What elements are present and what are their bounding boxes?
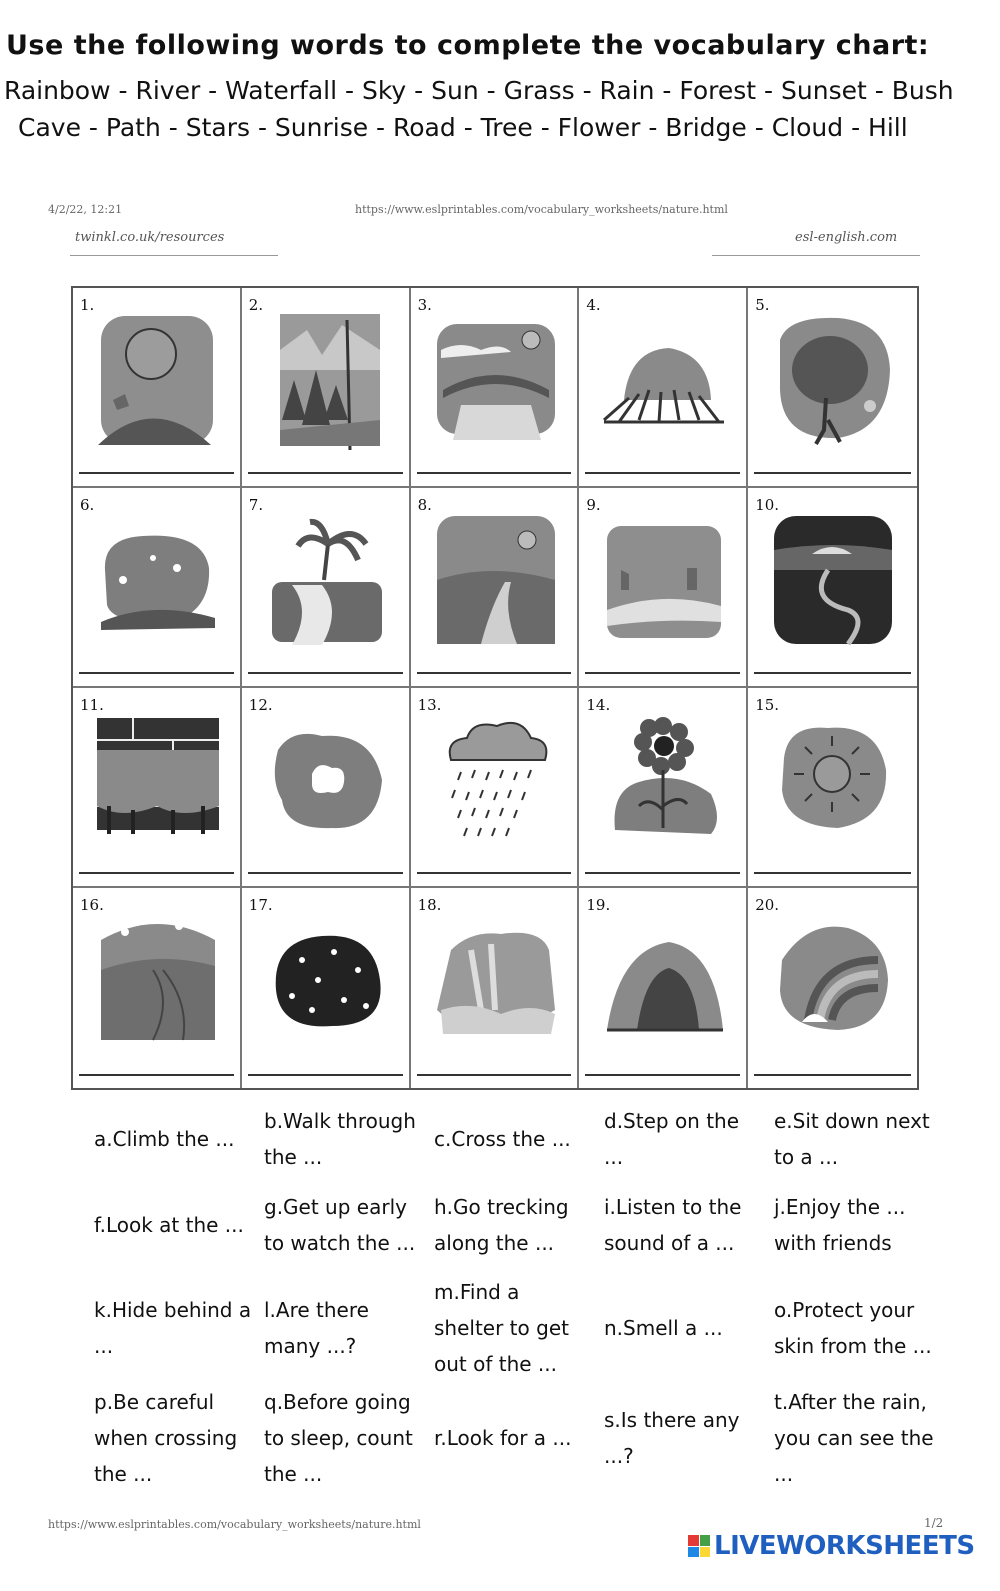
sheet-left-mark: twinkl.co.uk/resources [75, 230, 225, 245]
phrase-q: q.Before going to sleep, count the ... [264, 1390, 413, 1486]
stars-icon [262, 910, 392, 1050]
chart-cell-16 [73, 888, 242, 1088]
cell-number: 6. [80, 496, 95, 514]
phrase-b: b.Walk through the ... [264, 1109, 416, 1169]
cell-number: 14. [586, 696, 611, 714]
cell-number: 9. [586, 496, 601, 514]
phrase-n: n.Smell a ... [604, 1315, 723, 1340]
cell-number: 20. [755, 896, 780, 914]
answer-line[interactable] [79, 672, 234, 674]
rainbow-icon [768, 910, 898, 1050]
word-bank-line-2: Cave - Path - Stars - Sunrise - Road - Tree - Flower - Bridge - Cloud - Hill [18, 113, 908, 142]
cave-icon [599, 910, 729, 1050]
answer-line[interactable] [248, 1074, 403, 1076]
phrase-t: t.After the rain, you can see the ... [774, 1390, 934, 1486]
page-number: 1/2 [924, 1516, 944, 1530]
answer-line[interactable] [248, 672, 403, 674]
answer-line[interactable] [417, 672, 572, 674]
liveworksheets-logo [688, 1531, 975, 1561]
phrase-f: f.Look at the ... [94, 1213, 244, 1237]
grid-logo-icon [688, 1535, 710, 1557]
sunset-icon [768, 510, 898, 650]
answer-line[interactable] [417, 872, 572, 874]
phrase-k: k.Hide behind a ... [94, 1297, 252, 1358]
answer-line[interactable] [585, 472, 740, 474]
header-rule-left [70, 255, 278, 256]
cell-number: 4. [586, 296, 601, 314]
sky-icon [262, 710, 392, 850]
answer-line[interactable] [585, 1074, 740, 1076]
phrase-l: l.Are there many ...? [264, 1297, 369, 1358]
answer-line[interactable] [79, 1074, 234, 1076]
chart-cell-6 [73, 488, 242, 688]
answer-line[interactable] [248, 472, 403, 474]
chart-cell-18 [411, 888, 580, 1088]
chart-cell-4 [579, 288, 748, 488]
sun-icon [768, 710, 898, 850]
phrase-g: g.Get up early to watch the ... [264, 1195, 416, 1255]
instruction-text: Use the following words to complete the vocabulary chart: [6, 30, 930, 61]
answer-line[interactable] [754, 672, 911, 674]
chart-cell-3 [411, 288, 580, 488]
phrase-o: o.Protect your skin from the ... [774, 1297, 932, 1358]
phrase-r: r.Look for a ... [434, 1426, 572, 1450]
answer-line[interactable] [585, 872, 740, 874]
flower-icon [599, 710, 729, 850]
phrase-e: e.Sit down next to a ... [774, 1109, 930, 1169]
cell-number: 5. [755, 296, 770, 314]
answer-line[interactable] [754, 472, 911, 474]
chart-cell-1 [73, 288, 242, 488]
header-rule-right [712, 255, 920, 256]
cell-number: 8. [417, 496, 432, 514]
chart-cell-2 [242, 288, 411, 488]
phrase-j: j.Enjoy the ... with friends [774, 1195, 906, 1255]
footer-url: https://www.eslprintables.com/vocabulary_worksheets/nature.html [48, 1518, 421, 1531]
forest-icon [262, 310, 392, 450]
sheet-url: https://www.eslprintables.com/vocabulary_worksheets/nature.html [355, 203, 728, 216]
word-bank-line-1: Rainbow - River - Waterfall - Sky - Sun - Grass - Rain - Forest - Sunset - Bush [4, 76, 954, 105]
answer-line[interactable] [79, 872, 234, 874]
sunrise-icon [93, 910, 223, 1050]
bridge-icon [431, 310, 561, 450]
tree-icon [768, 310, 898, 450]
phrase-p: p.Be careful when crossing the ... [94, 1390, 238, 1486]
answer-line[interactable] [248, 872, 403, 874]
cell-number: 1. [80, 296, 95, 314]
grass-icon [599, 310, 729, 450]
answer-line[interactable] [754, 1074, 911, 1076]
phrase-c: c.Cross the ... [434, 1127, 571, 1151]
cell-number: 15. [755, 696, 780, 714]
cell-number: 2. [248, 296, 264, 314]
cell-number: 10. [755, 496, 780, 514]
chart-cell-8 [411, 488, 580, 688]
cell-number: 19. [586, 896, 611, 914]
chart-cell-13 [411, 688, 580, 888]
chart-cell-19 [579, 888, 748, 1088]
path-icon [599, 510, 729, 650]
phrase-i: i.Listen to the sound of a ... [604, 1195, 742, 1255]
sheet-right-mark: esl-english.com [795, 230, 898, 245]
chart-cell-10 [748, 488, 917, 688]
cell-number: 18. [417, 896, 442, 914]
cell-number: 11. [80, 696, 104, 714]
phrase-h: h.Go trecking along the ... [434, 1195, 569, 1255]
cell-number: 3. [417, 296, 432, 314]
chart-cell-14 [579, 688, 748, 888]
waterfall-icon [93, 710, 223, 850]
sheet-date: 4/2/22, 12:21 [48, 203, 123, 216]
waterfall-rocks-icon [431, 910, 561, 1050]
brand-name: LIVEWORKSHEETS [714, 1531, 975, 1561]
rain-icon [431, 710, 561, 850]
chart-cell-7 [242, 488, 411, 688]
chart-cell-12 [242, 688, 411, 888]
cell-number: 17. [248, 896, 273, 914]
river-icon [262, 510, 392, 650]
answer-line[interactable] [417, 1074, 572, 1076]
cell-number: 16. [80, 896, 104, 914]
phrase-d: d.Step on the ... [604, 1109, 740, 1169]
chart-cell-9 [579, 488, 748, 688]
answer-line[interactable] [754, 872, 911, 874]
bush-icon [93, 510, 223, 650]
chart-cell-5 [748, 288, 917, 488]
answer-line[interactable] [79, 472, 234, 474]
phrase-m: m.Find a shelter to get out of the ... [434, 1279, 569, 1376]
answer-line[interactable] [417, 472, 572, 474]
chart-cell-17 [242, 888, 411, 1088]
phrase-a: a.Climb the ... [94, 1127, 235, 1151]
cell-number: 13. [417, 696, 442, 714]
chart-cell-15 [748, 688, 917, 888]
phrase-table [84, 1096, 934, 1489]
chart-cell-11 [73, 688, 242, 888]
cell-number: 7. [248, 496, 264, 514]
phrase-s: s.Is there any ...? [604, 1408, 740, 1468]
answer-line[interactable] [585, 672, 740, 674]
vocabulary-chart [71, 286, 919, 1090]
road-icon [431, 510, 561, 650]
chart-cell-20 [748, 888, 917, 1088]
hill-icon [93, 310, 223, 450]
cell-number: 12. [248, 696, 273, 714]
